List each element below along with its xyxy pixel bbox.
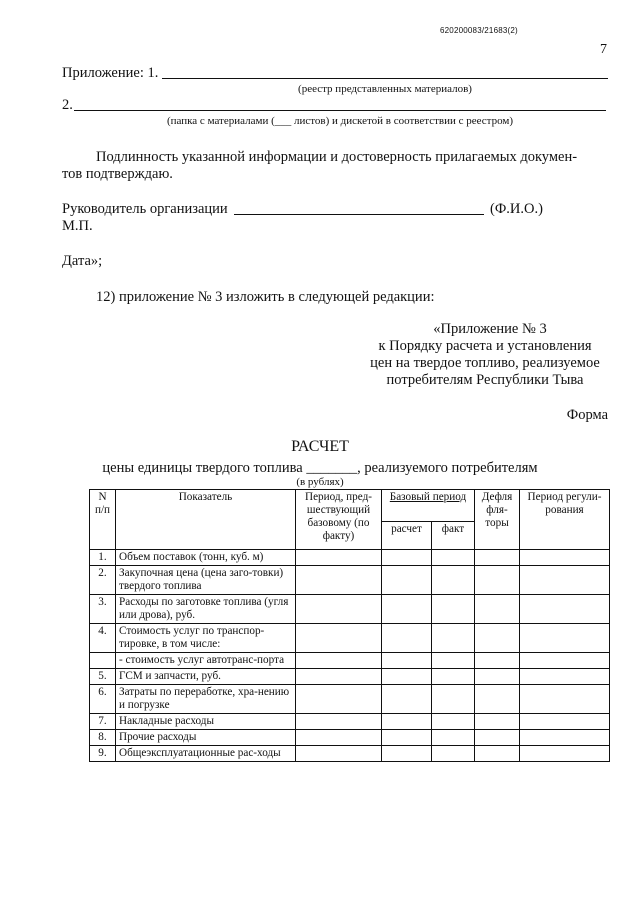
cell-empty — [432, 685, 475, 714]
row-number: 1. — [90, 550, 116, 566]
table-row — [90, 685, 610, 714]
cell-empty — [382, 746, 432, 762]
cell-empty — [520, 746, 610, 762]
cell-empty — [475, 746, 520, 762]
row-number: 8. — [90, 730, 116, 746]
page-number: 7 — [600, 42, 607, 57]
cell-empty — [296, 653, 382, 669]
cell-empty — [475, 730, 520, 746]
cell-empty — [382, 714, 432, 730]
table-row — [90, 730, 610, 746]
cell-empty — [520, 685, 610, 714]
cell-empty — [432, 566, 475, 595]
cell-empty — [520, 714, 610, 730]
row-indicator: Закупочная цена (цена заго-товки) твердого топлива — [116, 566, 296, 595]
appendix-ref-4: потребителям Республики Тыва — [386, 372, 584, 388]
cell-empty — [382, 566, 432, 595]
cell-empty — [520, 653, 610, 669]
cell-empty — [296, 669, 382, 685]
cell-empty — [432, 714, 475, 730]
cell-empty — [432, 653, 475, 669]
cell-empty — [432, 669, 475, 685]
table-row — [90, 550, 610, 566]
head-label: Руководитель организации — [62, 201, 228, 217]
cell-empty — [296, 550, 382, 566]
table-row — [90, 653, 610, 669]
cell-empty — [475, 685, 520, 714]
appendix-ref-3: цен на твердое топливо, реализуемое — [370, 355, 600, 371]
row-number: 9. — [90, 746, 116, 762]
col-header-calc: расчет — [382, 522, 432, 550]
cell-empty — [296, 685, 382, 714]
row-number: 7. — [90, 714, 116, 730]
row-indicator: Накладные расходы — [116, 714, 296, 730]
cell-empty — [475, 566, 520, 595]
col-header-deflator: Дефля фля-торы — [475, 490, 520, 550]
cell-empty — [475, 653, 520, 669]
row-indicator: ГСМ и запчасти, руб. — [116, 669, 296, 685]
cell-empty — [432, 550, 475, 566]
cell-empty — [432, 624, 475, 653]
appendix-ref-1: «Приложение № 3 — [433, 321, 547, 337]
cell-empty — [382, 653, 432, 669]
doc-subtitle: цены единицы твердого топлива _______, реализуемого потребителям — [102, 460, 538, 476]
base-period-text: Базовый период — [389, 491, 467, 503]
row-number — [90, 653, 116, 669]
row-indicator: Объем поставок (тонн, куб. м) — [116, 550, 296, 566]
row-indicator: Расходы по заготовке топлива (угля или дрова), руб. — [116, 595, 296, 624]
cell-empty — [296, 730, 382, 746]
table-row — [90, 669, 610, 685]
cell-empty — [296, 714, 382, 730]
fio-label: (Ф.И.О.) — [490, 201, 543, 217]
attachment-1-line — [162, 78, 608, 79]
cell-empty — [520, 624, 610, 653]
cell-empty — [296, 746, 382, 762]
row-indicator: Прочие расходы — [116, 730, 296, 746]
cell-empty — [432, 746, 475, 762]
row-number: 2. — [90, 566, 116, 595]
document-number: 620200083/21683(2) — [440, 26, 518, 35]
signature-line — [234, 214, 484, 215]
table-row — [90, 566, 610, 595]
cell-empty — [475, 550, 520, 566]
col-header-regulation: Период регули-рования — [520, 490, 610, 550]
cell-empty — [296, 595, 382, 624]
doc-title: РАСЧЕТ — [291, 438, 349, 455]
cell-empty — [296, 566, 382, 595]
table-row — [90, 714, 610, 730]
attachment-2-label: 2. — [62, 97, 73, 113]
appendix-ref-2: к Порядку расчета и установления — [378, 338, 592, 354]
row-number: 5. — [90, 669, 116, 685]
col-header-indicator: Показатель — [116, 490, 296, 550]
table-row — [90, 624, 610, 653]
attachment-2-caption: (папка с материалами (___ листов) и дискетой в соответствии с реестром) — [166, 115, 514, 127]
col-header-fact: факт — [432, 522, 475, 550]
attachment-2-line — [74, 110, 606, 111]
cell-empty — [520, 550, 610, 566]
cell-empty — [475, 595, 520, 624]
cell-empty — [432, 595, 475, 624]
cell-empty — [382, 730, 432, 746]
row-number: 6. — [90, 685, 116, 714]
calculation-table — [89, 489, 610, 762]
col-header-n: N п/п — [90, 490, 116, 550]
cell-empty — [520, 595, 610, 624]
cell-empty — [520, 730, 610, 746]
row-indicator: Общеэксплуатационные рас-ходы — [116, 746, 296, 762]
row-indicator: Стоимость услуг по транспор-тировке, в том числе: — [116, 624, 296, 653]
cell-empty — [382, 595, 432, 624]
cell-empty — [520, 566, 610, 595]
cell-empty — [432, 730, 475, 746]
cell-empty — [382, 669, 432, 685]
confirm-line-2: тов подтверждаю. — [62, 166, 173, 182]
cell-empty — [382, 550, 432, 566]
date-label: Дата»; — [62, 253, 103, 269]
cell-empty — [520, 669, 610, 685]
cell-empty — [475, 624, 520, 653]
confirm-line-1: Подлинность указанной информации и достоверность прилагаемых докумен- — [96, 149, 578, 165]
form-label: Форма — [566, 407, 608, 423]
row-number: 4. — [90, 624, 116, 653]
cell-empty — [382, 624, 432, 653]
cell-empty — [475, 669, 520, 685]
table-row — [90, 595, 610, 624]
stamp-label: М.П. — [62, 218, 93, 234]
table-row — [90, 746, 610, 762]
attachment-1-label: Приложение: 1. — [62, 65, 159, 81]
cell-empty — [296, 624, 382, 653]
attachment-1-caption: (реестр представленных материалов) — [298, 83, 472, 95]
cell-empty — [475, 714, 520, 730]
col-header-base-period — [382, 490, 475, 522]
cell-empty — [382, 685, 432, 714]
row-indicator: Затраты по переработке, хра-нению и погрузке — [116, 685, 296, 714]
clause-text: 12) приложение № 3 изложить в следующей редакции: — [96, 289, 435, 305]
row-number: 3. — [90, 595, 116, 624]
row-indicator: - стоимость услуг автотранс-порта — [116, 653, 296, 669]
col-header-prev-period: Период, пред-шествующий базовому (по факту) — [296, 490, 382, 550]
units-label: (в рублях) — [296, 476, 344, 488]
